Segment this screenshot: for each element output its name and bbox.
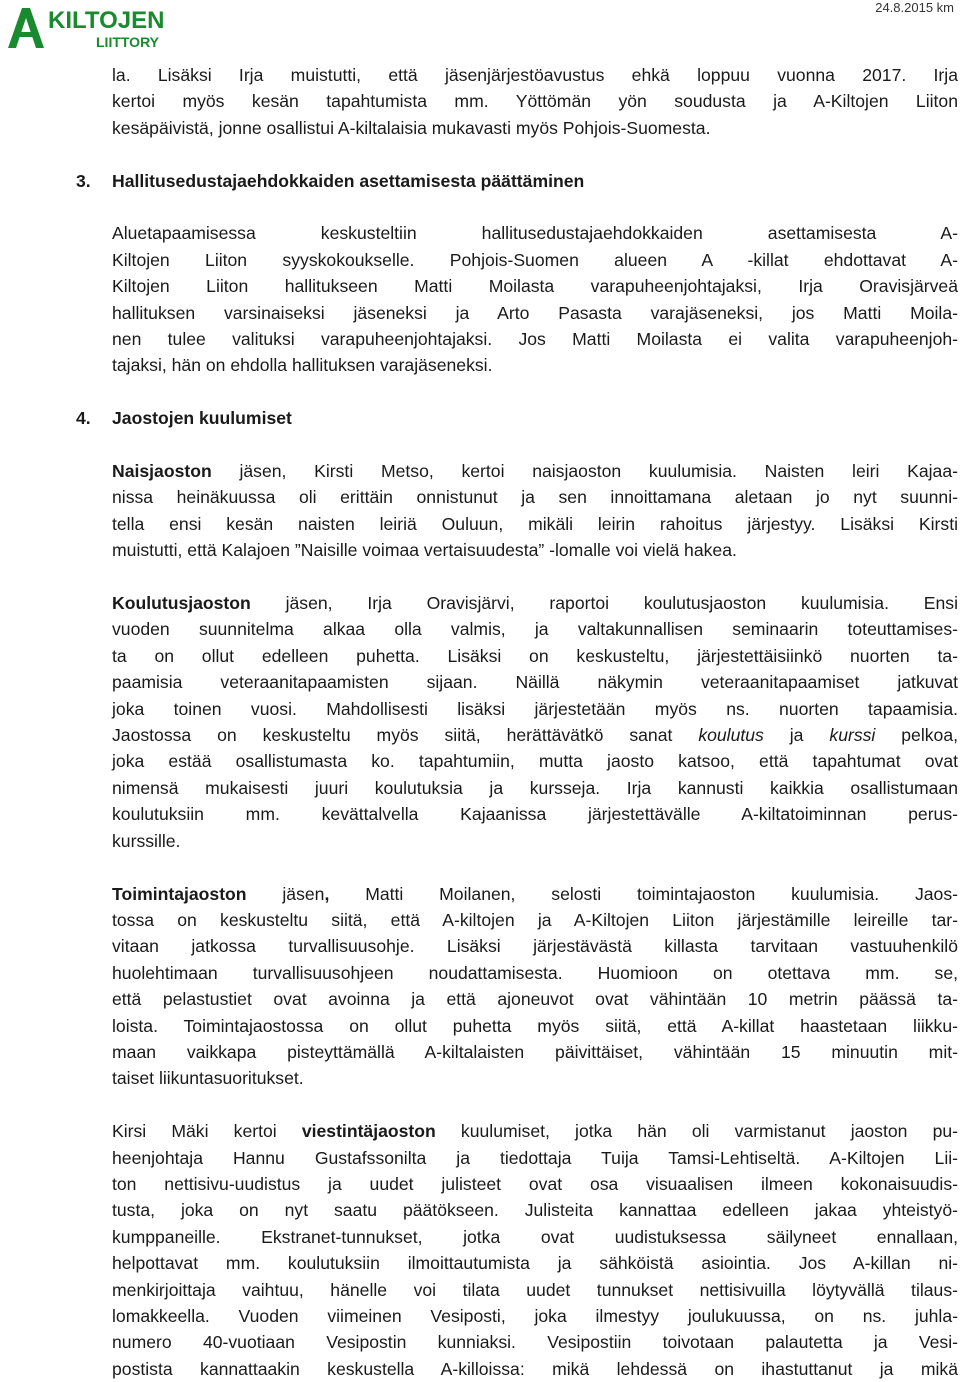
text-line: loista. Toimintajaostossa on ollut puhetta myös siitä, että A-killat haastetaan liikku- [112, 1015, 958, 1036]
text-line: paamisia veteraanitapaamisten sijaan. Näillä näkymin veteraanitapaamiset jatkuvat [112, 672, 958, 693]
intro-paragraph [112, 62, 958, 141]
italic-word: kurssi [829, 725, 876, 746]
section-number: 3. [76, 170, 91, 191]
logo-text-bottom: LIITTORY [96, 34, 159, 50]
subsection-name: Naisjaoston [112, 461, 212, 482]
text-line: nissa heinäkuussa oli erittäin onnistunut ja sen innoittamana aletaan jo nyt suunni- [112, 487, 958, 508]
text-line: koulutuksiin mm. kevättalvella Kajaanissa järjestettävälle A-kiltatoiminnan perus- [112, 804, 958, 825]
text-line: menkirjoittaja vaihtuu, hänelle voi tilata uudet tunnukset nettisivuilla löytyvällä tilaus- [112, 1279, 958, 1300]
koulutusjaosto-paragraph [112, 590, 958, 854]
text-line: Kiltojen Liiton syyskokoukselle. Pohjois-Suomen alueen A -killat ehdottavat A- [112, 249, 958, 270]
text-line: tella ensi kesän naisten leiriä Ouluun, mikäli leirin rahoitus järjestyy. Lisäksi Kirsti [112, 513, 958, 534]
text-line: Koulutusjaoston jäsen, Irja Oravisjärvi, raportoi koulutusjaoston kuulumisia. Ensi [112, 593, 958, 614]
text-line: että pelastustiet ovat avoinna ja että ajoneuvot ovat vähintään 10 metrin päässä ta- [112, 989, 958, 1010]
text-line: postista kannattaakin keskustella A-killoissa: mikä lehdessä on ihastuttanut ja mikä [112, 1358, 958, 1379]
text-line: joka toinen vuosi. Mahdollisesti lisäksi järjestetään myös ns. nuorten tapaamisia. [112, 698, 958, 719]
section-number: 4. [76, 408, 91, 429]
text-line: Aluetapaamisessa keskusteltiin hallitusedustajaehdokkaiden asettamisesta A- [112, 223, 958, 244]
text-line: heenjohtaja Hannu Gustafssonilta ja tiedottaja Tuija Tamsi-Lehtiseltä. A-Kiltojen Lii- [112, 1147, 958, 1168]
section-title: Jaostojen kuulumiset [112, 408, 292, 429]
text-line: Naisjaoston jäsen, Kirsti Metso, kertoi naisjaoston kuulumisia. Naisten leiri Kajaa- [112, 461, 958, 482]
text-line: hallituksen varsinaiseksi jäseneksi ja Arto Pasasta varajäseneksi, jos Matti Moila- [112, 302, 958, 323]
text-line: lomakkeella. Vuoden viimeinen Vesiposti, joka ilmestyy joulukuussa, on ns. juhla- [112, 1305, 958, 1326]
text-line: Toimintajaoston jäsen, Matti Moilanen, selosti toimintajaoston kuulumisia. Jaos- [112, 883, 958, 904]
text-line: huolehtimaan turvallisuusohjeen noudattamisesta. Huomioon on otettava mm. se, [112, 962, 958, 983]
naisjaosto-paragraph [112, 458, 958, 564]
text-line: nimensä mukaisesti juuri koulutuksia ja kursseja. Irja kannusti kaikkia osallistumaan [112, 777, 958, 798]
text-line: kumppaneille. Ekstranet-tunnukset, jotka ovat uudistuksessa säilyneet ennallaan, [112, 1226, 958, 1247]
text-line: la. Lisäksi Irja muistutti, että jäsenjärjestöavustus ehkä loppuu vuonna 2017. Irja [112, 65, 958, 85]
text-line: Kiltojen Liiton hallitukseen Matti Moilasta varapuheenjohtajaksi, Irja Oravisjärveä [112, 276, 958, 297]
toimintajaosto-paragraph [112, 881, 958, 1092]
text-line: muistutti, että Kalajoen ”Naisille voimaa vertaisuudesta” -lomalle voi vielä hakea. [112, 540, 737, 561]
text-line: numero 40-vuotiaan Vesipostin kunniaksi. Vesipostiin toivotaan palautetta ja Vesi- [112, 1332, 958, 1353]
document-date: 24.8.2015 km [875, 0, 954, 15]
logo-text-top: KILTOJEN [48, 7, 165, 34]
section-title: Hallitusedustajaehdokkaiden asettamisesta päättäminen [112, 170, 585, 191]
text-line: maan vaikkapa pisteyttämällä A-kiltalaisten päivittäiset, vähintään 15 minuutin mit- [112, 1041, 958, 1062]
text-line: nen tulee valituksi varapuheenjohtajaksi. Jos Matti Moilasta ei valita varapuheenjoh- [112, 329, 958, 350]
section-3-paragraph [112, 220, 958, 378]
viestintajaosto-paragraph [112, 1118, 958, 1382]
section-4-heading [76, 405, 958, 431]
text-line: tajaksi, hän on ehdolla hallituksen varajäseneksi. [112, 355, 493, 376]
text-line: Kirsi Mäki kertoi viestintäjaoston kuulumiset, jotka hän oli varmistanut jaoston pu- [112, 1121, 958, 1142]
subsection-name: Koulutusjaoston [112, 593, 251, 614]
text-line: tossa on keskusteltu siitä, että A-kiltojen ja A-Kiltojen Liiton järjestämille leireille tar- [112, 909, 958, 930]
italic-word: koulutus [698, 725, 764, 746]
a-kiltojen-liitto-logo [4, 2, 200, 52]
text-line: joka estää osallistumasta ko. tapahtumiin, mutta jaosto katsoo, että tapahtumat ovat [112, 751, 958, 772]
text-line: taiset liikuntasuoritukset. [112, 1068, 304, 1089]
text-line: kesäpäivistä, jonne osallistui A-kiltalaisia mukavasti myös Pohjois-Suomesta. [112, 117, 711, 138]
document-body [76, 62, 958, 1382]
text-line: vitaan jatkossa turvallisuusohje. Lisäksi järjestävästä killasta tarvitaan vastuuhenkilö [112, 936, 958, 957]
subsection-name: viestintäjaoston [301, 1121, 436, 1142]
subsection-name: Toimintajaoston [112, 883, 247, 904]
text-line: vuoden suunnitelma alkaa olla valmis, ja valtakunnallisen seminaarin toteuttamises- [112, 619, 958, 640]
text-line: kertoi myös kesän tapahtumista mm. Yöttömän yön soudusta ja A-Kiltojen Liiton [112, 91, 958, 112]
text-line: ta on ollut edelleen puhetta. Lisäksi on keskusteltu, järjestettäisiinkö nuorten ta- [112, 645, 958, 666]
text-line: Jaostossa on keskusteltu myös siitä, herättävätkö sanat koulutus ja kurssi pelkoa, [112, 725, 958, 746]
text-line: ton nettisivu-uudistus ja uudet julisteet ovat osa visuaalisen ilmeen kokonaisuudis- [112, 1173, 958, 1194]
text-line: kurssille. [112, 830, 181, 851]
logo-graphic [4, 2, 200, 52]
section-3-heading [76, 168, 958, 194]
logo-a-shape [8, 8, 44, 48]
logo-a-bar [19, 32, 33, 37]
text-line: helpottavat mm. koulutuksiin ilmoittautumista ja sähköistä asiointia. Jos A-killan ni- [112, 1253, 958, 1274]
text-line: tusta, joka on nyt saatu päätökseen. Julisteita kannattaa edelleen jakaa yhteistyö- [112, 1200, 958, 1221]
